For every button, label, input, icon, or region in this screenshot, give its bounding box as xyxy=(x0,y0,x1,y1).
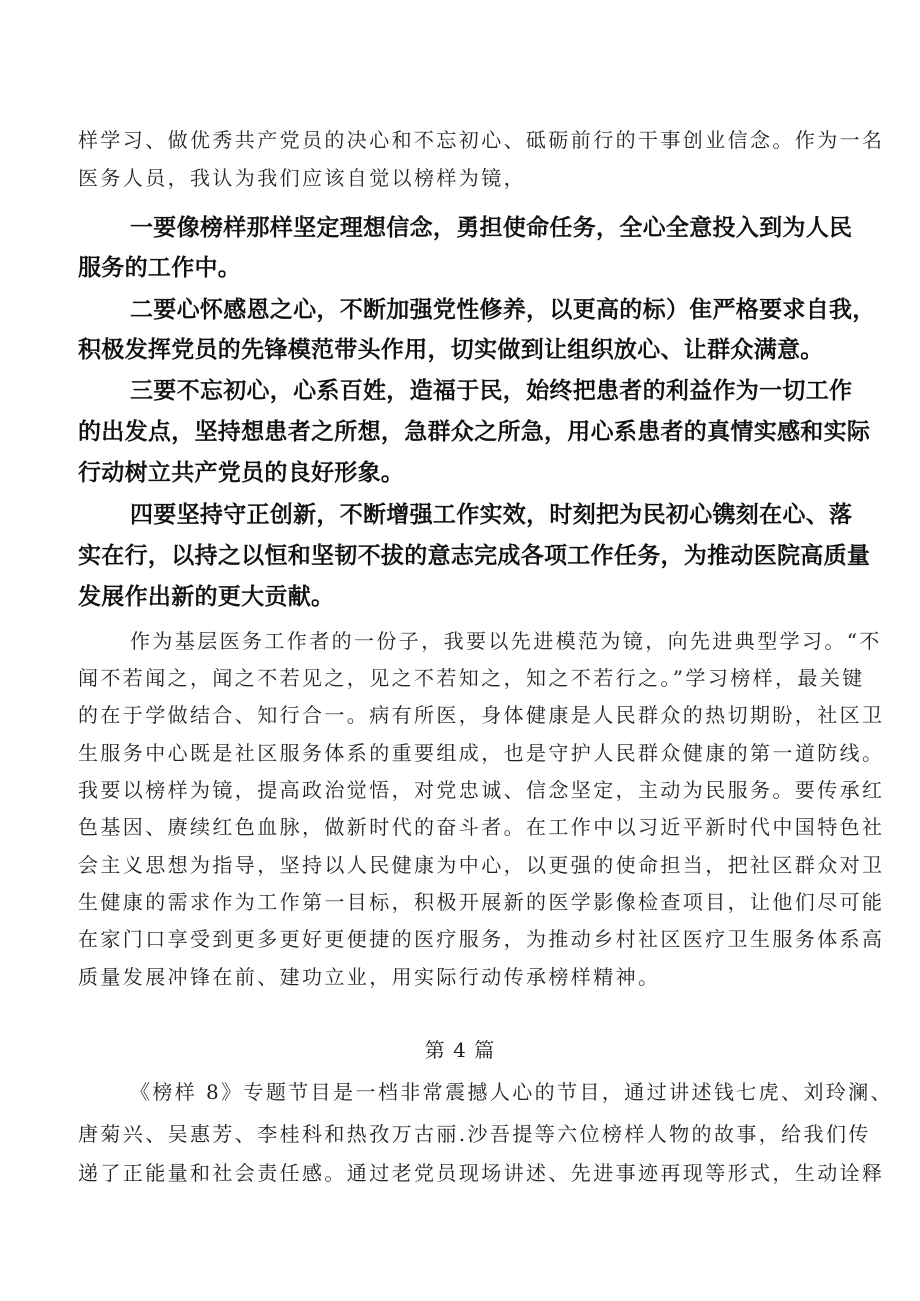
paragraph2-line-7: 会主义思想为指导，坚持以人民健康为中心，以更强的使命担当，把社区群众对卫 xyxy=(78,853,885,877)
point4-line-2: 实在行，以持之以恒和坚韧不拔的意志完成各项工作任务，为推动医院高质量 xyxy=(78,543,871,569)
paragraph3-line-2: 唐菊兴、吴惠芳、李桂科和热孜万古丽.沙吾提等六位榜样人物的故事，给我们传 xyxy=(78,1122,871,1146)
point3-line-2: 的出发点，坚持想患者之所想，急群众之所急，用心系患者的真情实感和实际 xyxy=(78,419,871,445)
paragraph2-line-9: 在家门口享受到更多更好更便捷的医疗服务，为推动乡村社区医疗卫生服务体系高 xyxy=(78,927,885,951)
paragraph3-line-3: 递了正能量和社会责任感。通过老党员现场讲述、先进事迹再现等形式，生动诠释 xyxy=(78,1161,885,1185)
point3-line-3: 行动树立共产党员的良好形象。 xyxy=(78,460,405,486)
paragraph2-line-1: 作为基层医务工作者的一份子，我要以先进模范为镜，向先进典型学习。“不 xyxy=(130,629,882,653)
point1-line-1: 一要像榜样那样坚定理想信念，勇担使命任务，全心全意投入到为人民 xyxy=(130,215,853,241)
point2-line-1: 二要心怀感恩之心，不断加强党性修养，以更高的标）隹严格要求自我， xyxy=(130,297,876,323)
point1-line-2: 服务的工作中。 xyxy=(78,255,242,281)
paragraph2-line-4: 生服务中心既是社区服务体系的重要组成，也是守护人民群众健康的第一道防线。 xyxy=(78,741,885,765)
paragraph1-line-1: 样学习、做优秀共产党员的决心和不忘初心、砥砺前行的干事创业信念。作为一名 xyxy=(78,128,885,152)
paragraph3-line-1: 《榜样 8》专题节目是一档非常震撼人心的节目，通过讲述钱七虎、刘玲澜、 xyxy=(130,1080,894,1104)
paragraph2-line-8: 生健康的需求作为工作第一目标，积极开展新的医学影像检查项目，让他们尽可能 xyxy=(78,890,885,914)
paragraph2-line-6: 色基因、赓续红色血脉，做新时代的奋斗者。在工作中以习近平新时代中国特色社 xyxy=(78,815,885,839)
section-heading: 第 4 篇 xyxy=(424,1038,496,1062)
point4-line-3: 发展作出新的更大贡献。 xyxy=(78,584,335,610)
paragraph1-line-2: 医务人员，我认为我们应该自觉以榜样为镜， xyxy=(78,166,526,190)
paragraph2-line-2: 闻不若闻之，闻之不若见之，见之不若知之，知之不若行之。”学习榜样，最关键 xyxy=(78,666,865,690)
point2-line-2: 积极发挥党员的先锋模范带头作用，切实做到让组织放心、让群众满意。 xyxy=(78,337,824,363)
point4-line-1: 四要坚持守正创新，不断增强工作实效，时刻把为民初心镌刻在心、落 xyxy=(130,502,853,528)
paragraph2-line-10: 质量发展冲锋在前、建功立业，用实际行动传承榜样精神。 xyxy=(78,965,661,989)
paragraph2-line-5: 我要以榜样为镜，提高政治觉悟，对党忠诚、信念坚定，主动为民服务。要传承红 xyxy=(78,778,885,802)
paragraph2-line-3: 的在于学做结合、知行合一。病有所医，身体健康是人民群众的热切期盼，社区卫 xyxy=(78,703,885,727)
point3-line-1: 三要不忘初心，心系百姓，造福于民，始终把患者的利益作为一切工作 xyxy=(130,378,853,404)
